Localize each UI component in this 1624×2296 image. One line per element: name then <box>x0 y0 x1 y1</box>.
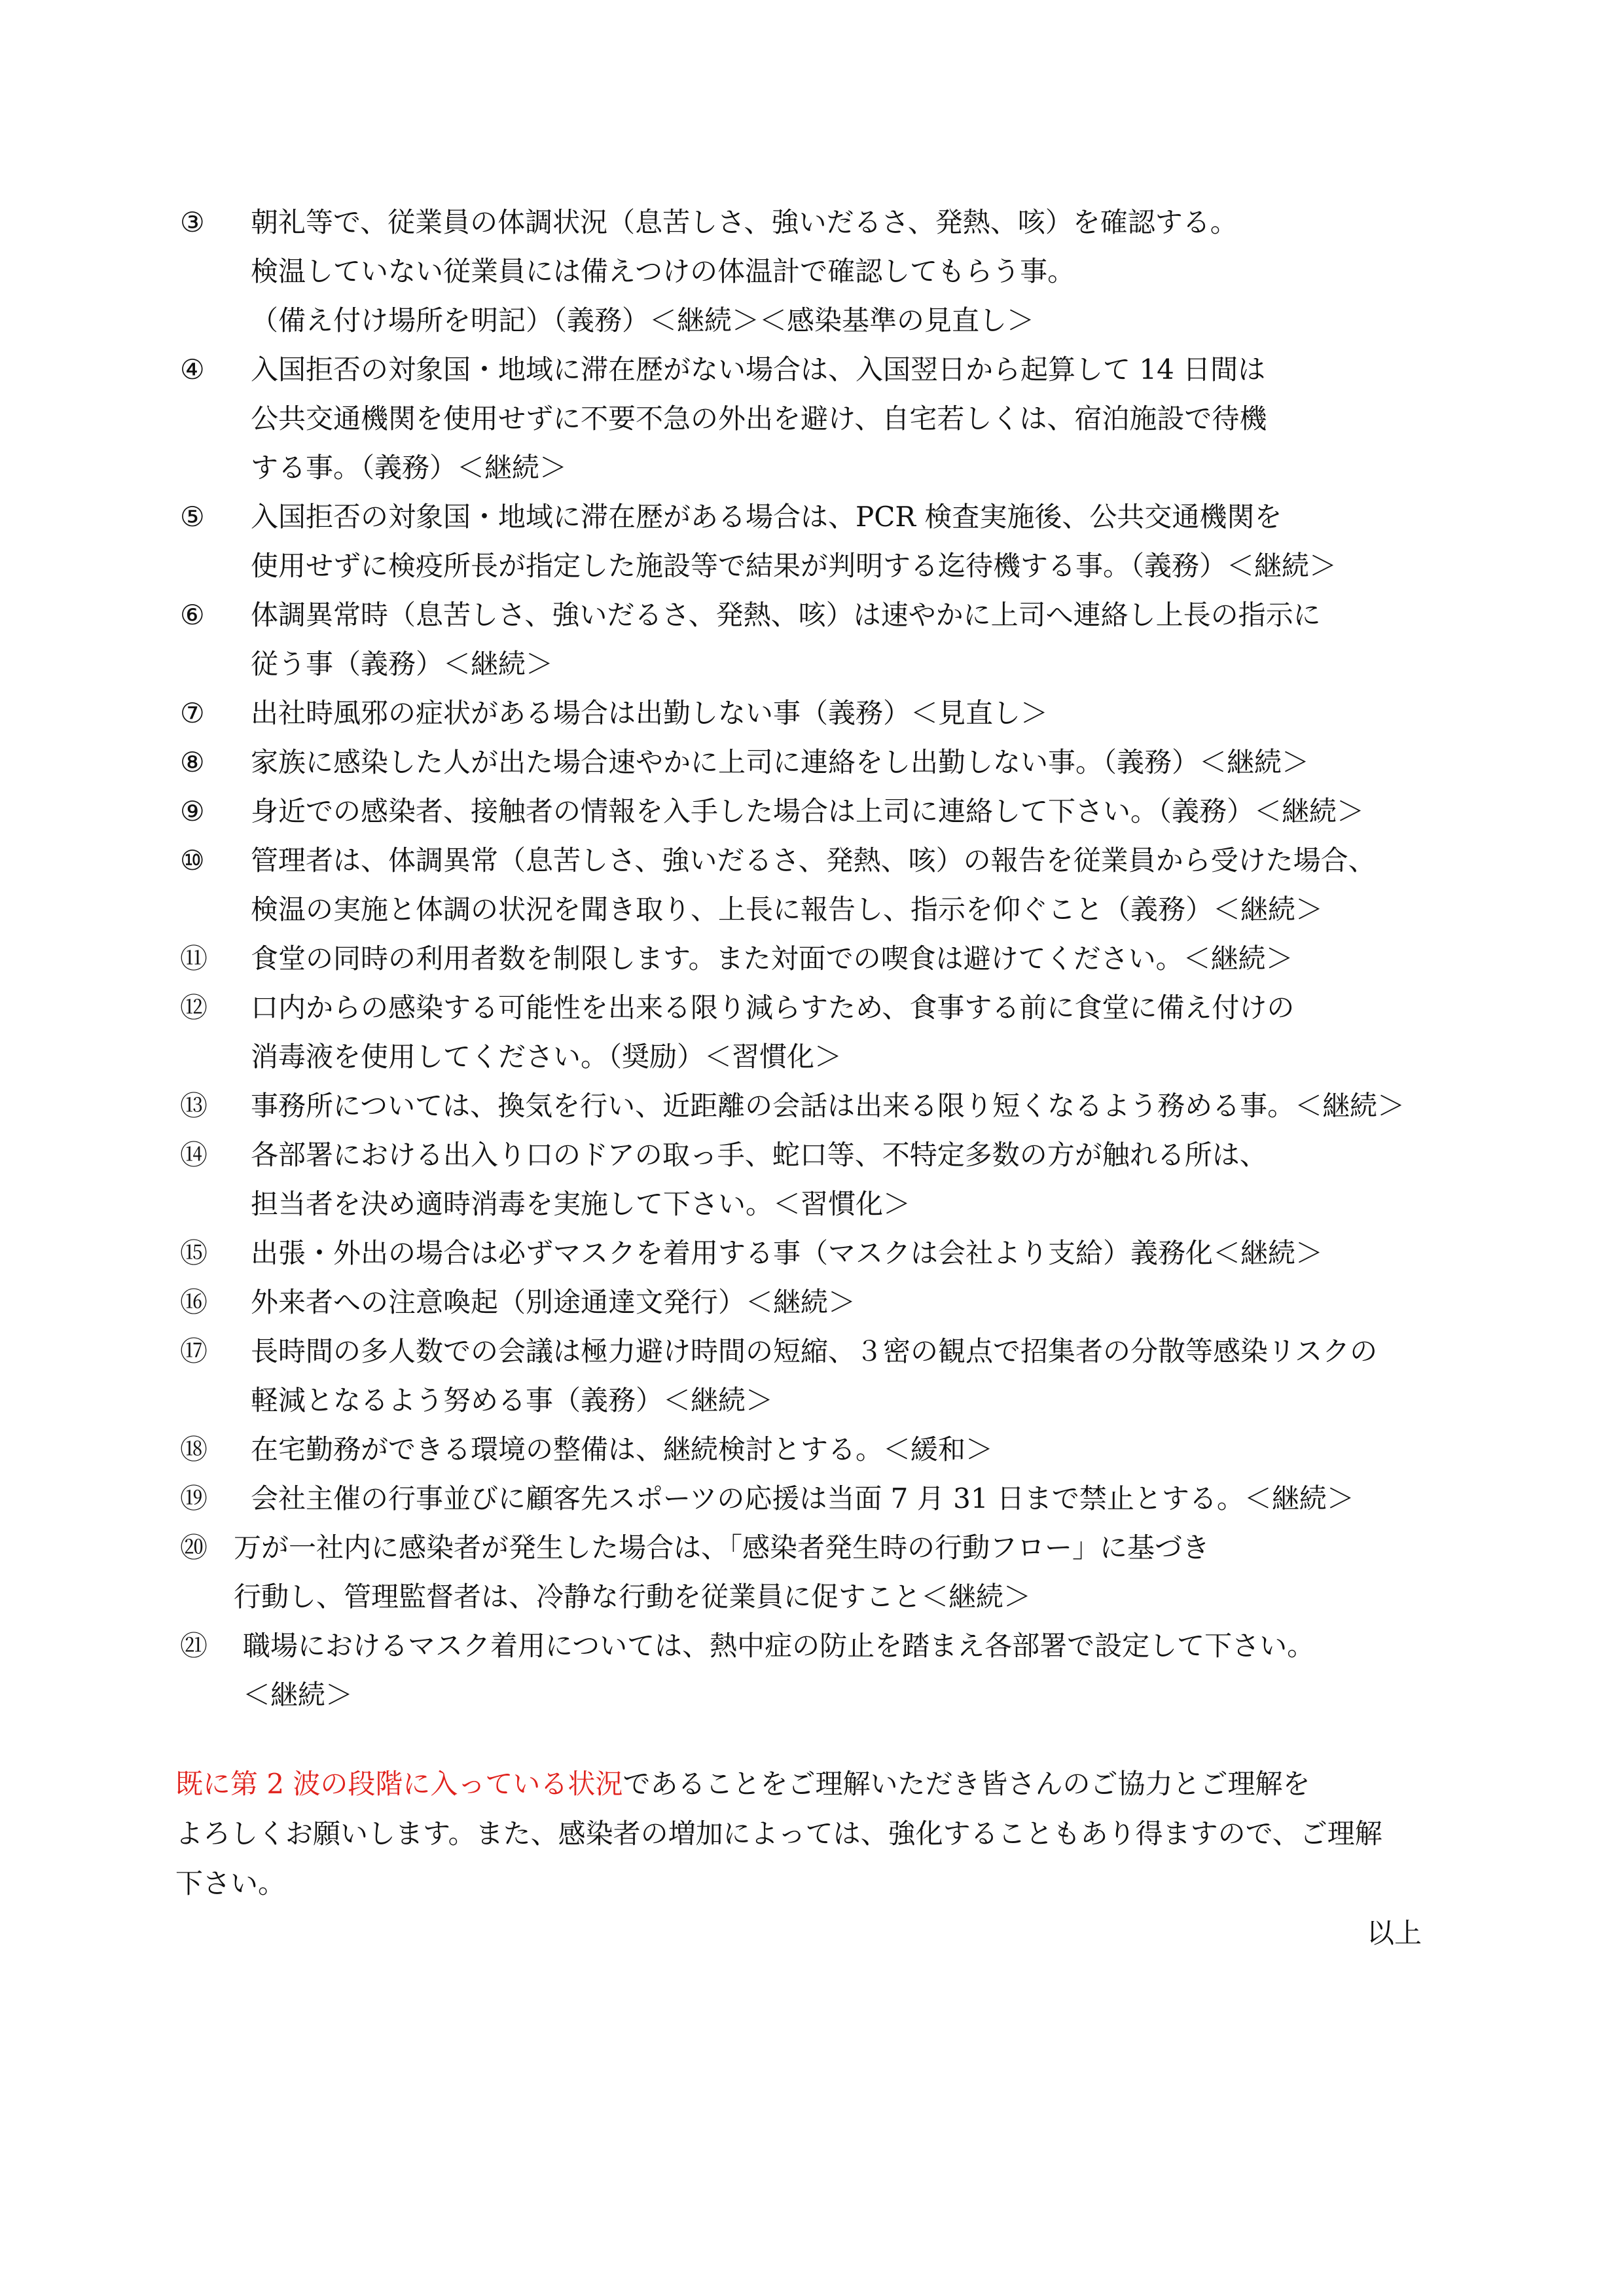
item-number: ⑨ <box>180 795 205 827</box>
list-item <box>180 836 1528 934</box>
item-number: ㉑ <box>180 1630 208 1662</box>
item-number: ④ <box>180 353 205 386</box>
item-text: 使用せずに検疫所長が指定した施設等で結果が判明する迄待機する事。（義務）＜継続＞ <box>251 550 1337 582</box>
item-number: ③ <box>180 206 205 238</box>
list-item <box>180 590 1528 689</box>
item-text: 担当者を決め適時消毒を実施して下さい。＜習慣化＞ <box>251 1188 911 1220</box>
list-item <box>180 1081 1528 1130</box>
list-item <box>180 1327 1528 1425</box>
item-number: ⑮ <box>180 1237 208 1269</box>
item-number: ⑰ <box>180 1335 208 1367</box>
item-text: 検温の実施と体調の状況を聞き取り、上長に報告し、指示を仰ぐこと（義務）＜継続＞ <box>251 893 1324 925</box>
list-item <box>180 1425 1528 1474</box>
item-text: 各部署における出入り口のドアの取っ手、蛇口等、不特定多数の方が触れる所は、 <box>251 1139 1267 1171</box>
item-number: ⑭ <box>180 1139 208 1171</box>
list-item <box>180 198 1528 345</box>
item-text: 入国拒否の対象国・地域に滞在歴がない場合は、入国翌日から起算して 14 日間は <box>251 353 1266 386</box>
closing-line-1 <box>175 1759 1550 1809</box>
list-item <box>180 1621 1528 1719</box>
item-text: 軽減となるよう努める事（義務）＜継続＞ <box>251 1384 774 1416</box>
item-text: 口内からの感染する可能性を出来る限り減らすため、食事する前に食堂に備え付けの <box>251 992 1295 1024</box>
item-text: 事務所については、換気を行い、近距離の会話は出来る限り短くなるよう務める事。＜継続＞ <box>251 1090 1405 1122</box>
item-text: 食堂の同時の利用者数を制限します。また対面での喫食は避けてください。＜継続＞ <box>251 942 1293 975</box>
closing-text: であることをご理解いただき皆さんのご協力とご理解を <box>623 1768 1310 1800</box>
item-number: ⑦ <box>180 697 205 729</box>
closing-line-2: よろしくお願いします。また、感染者の増加によっては、強化することもあり得ますので、ご理解 <box>175 1818 1382 1850</box>
list-item <box>180 934 1528 983</box>
item-text: 出張・外出の場合は必ずマスクを着用する事（マスクは会社より支給）義務化＜継続＞ <box>251 1237 1324 1269</box>
closing-line-3: 下さい。 <box>175 1867 286 1899</box>
item-text: 従う事（義務）＜継続＞ <box>251 648 554 680</box>
numbered-list <box>180 198 1528 1719</box>
item-text: 在宅勤務ができる環境の整備は、継続検討とする。＜緩和＞ <box>251 1433 994 1465</box>
list-item <box>180 738 1528 787</box>
item-text: 身近での感染者、接触者の情報を入手した場合は上司に連絡して下さい。（義務）＜継続＞ <box>251 795 1365 827</box>
item-text: 体調異常時（息苦しさ、強いだるさ、発熱、咳）は速やかに上司へ連絡し上長の指示に <box>251 599 1321 631</box>
item-number: ⑧ <box>180 746 205 778</box>
item-text: 消毒液を使用してください。（奨励）＜習慣化＞ <box>251 1041 842 1073</box>
item-text: 外来者への注意喚起（別途通達文発行）＜継続＞ <box>251 1286 856 1318</box>
item-number: ⑯ <box>180 1286 208 1318</box>
item-number: ⑤ <box>180 501 205 533</box>
item-text: 検温していない従業員には備えつけの体温計で確認してもらう事。 <box>251 255 1075 287</box>
item-number: ⑫ <box>180 992 208 1024</box>
item-text: 入国拒否の対象国・地域に滞在歴がある場合は、PCR 検査実施後、公共交通機関を <box>251 501 1282 533</box>
item-number: ⑳ <box>180 1532 208 1564</box>
item-text: 家族に感染した人が出た場合速やかに上司に連絡をし出勤しない事。（義務）＜継続＞ <box>251 746 1310 778</box>
list-item <box>180 345 1528 492</box>
item-text: する事。（義務）＜継続＞ <box>251 452 568 484</box>
item-number: ⑱ <box>180 1433 208 1465</box>
item-number: ⑬ <box>180 1090 208 1122</box>
item-text: 公共交通機関を使用せずに不要不急の外出を避け、自宅若しくは、宿泊施設で待機 <box>251 403 1267 435</box>
item-text: 職場におけるマスク着用については、熱中症の防止を踏まえ各部署で設定して下さい。 <box>243 1630 1315 1662</box>
list-item <box>180 1523 1528 1621</box>
list-item <box>180 787 1528 836</box>
end-mark: 以上 <box>1367 1917 1422 1949</box>
item-text: 行動し、管理監督者は、冷静な行動を従業員に促すこと＜継続＞ <box>234 1581 1032 1613</box>
list-item <box>180 689 1528 738</box>
item-text: 管理者は、体調異常（息苦しさ、強いだるさ、発熱、咳）の報告を従業員から受けた場合、 <box>251 844 1376 876</box>
item-number: ⑲ <box>180 1482 208 1515</box>
item-text: 会社主催の行事並びに顧客先スポーツの応援は当面 7 月 31 日まで禁止とする。＜継続＞ <box>251 1482 1354 1515</box>
list-item <box>180 983 1528 1081</box>
item-text: 長時間の多人数での会議は極力避け時間の短縮、３密の観点で招集者の分散等感染リスクの <box>251 1335 1378 1367</box>
list-item <box>180 492 1528 590</box>
item-number: ⑩ <box>180 844 205 876</box>
item-number: ⑪ <box>180 942 208 975</box>
list-item <box>180 1130 1528 1229</box>
item-text: 万が一社内に感染者が発生した場合は、「感染者発生時の行動フロー」に基づき <box>234 1532 1210 1564</box>
item-text: ＜継続＞ <box>243 1679 353 1711</box>
list-item <box>180 1229 1528 1278</box>
closing-paragraph <box>175 1759 1550 1909</box>
list-item <box>180 1474 1528 1523</box>
item-text: 朝礼等で、従業員の体調状況（息苦しさ、強いだるさ、発熱、咳）を確認する。 <box>251 206 1238 238</box>
list-item <box>180 1278 1528 1327</box>
item-text: （備え付け場所を明記）（義務）＜継続＞＜感染基準の見直し＞ <box>251 304 1035 336</box>
item-number: ⑥ <box>180 599 205 631</box>
item-text: 出社時風邪の症状がある場合は出勤しない事（義務）＜見直し＞ <box>251 697 1049 729</box>
highlighted-phrase: 既に第 2 波の段階に入っている状況 <box>175 1768 623 1800</box>
